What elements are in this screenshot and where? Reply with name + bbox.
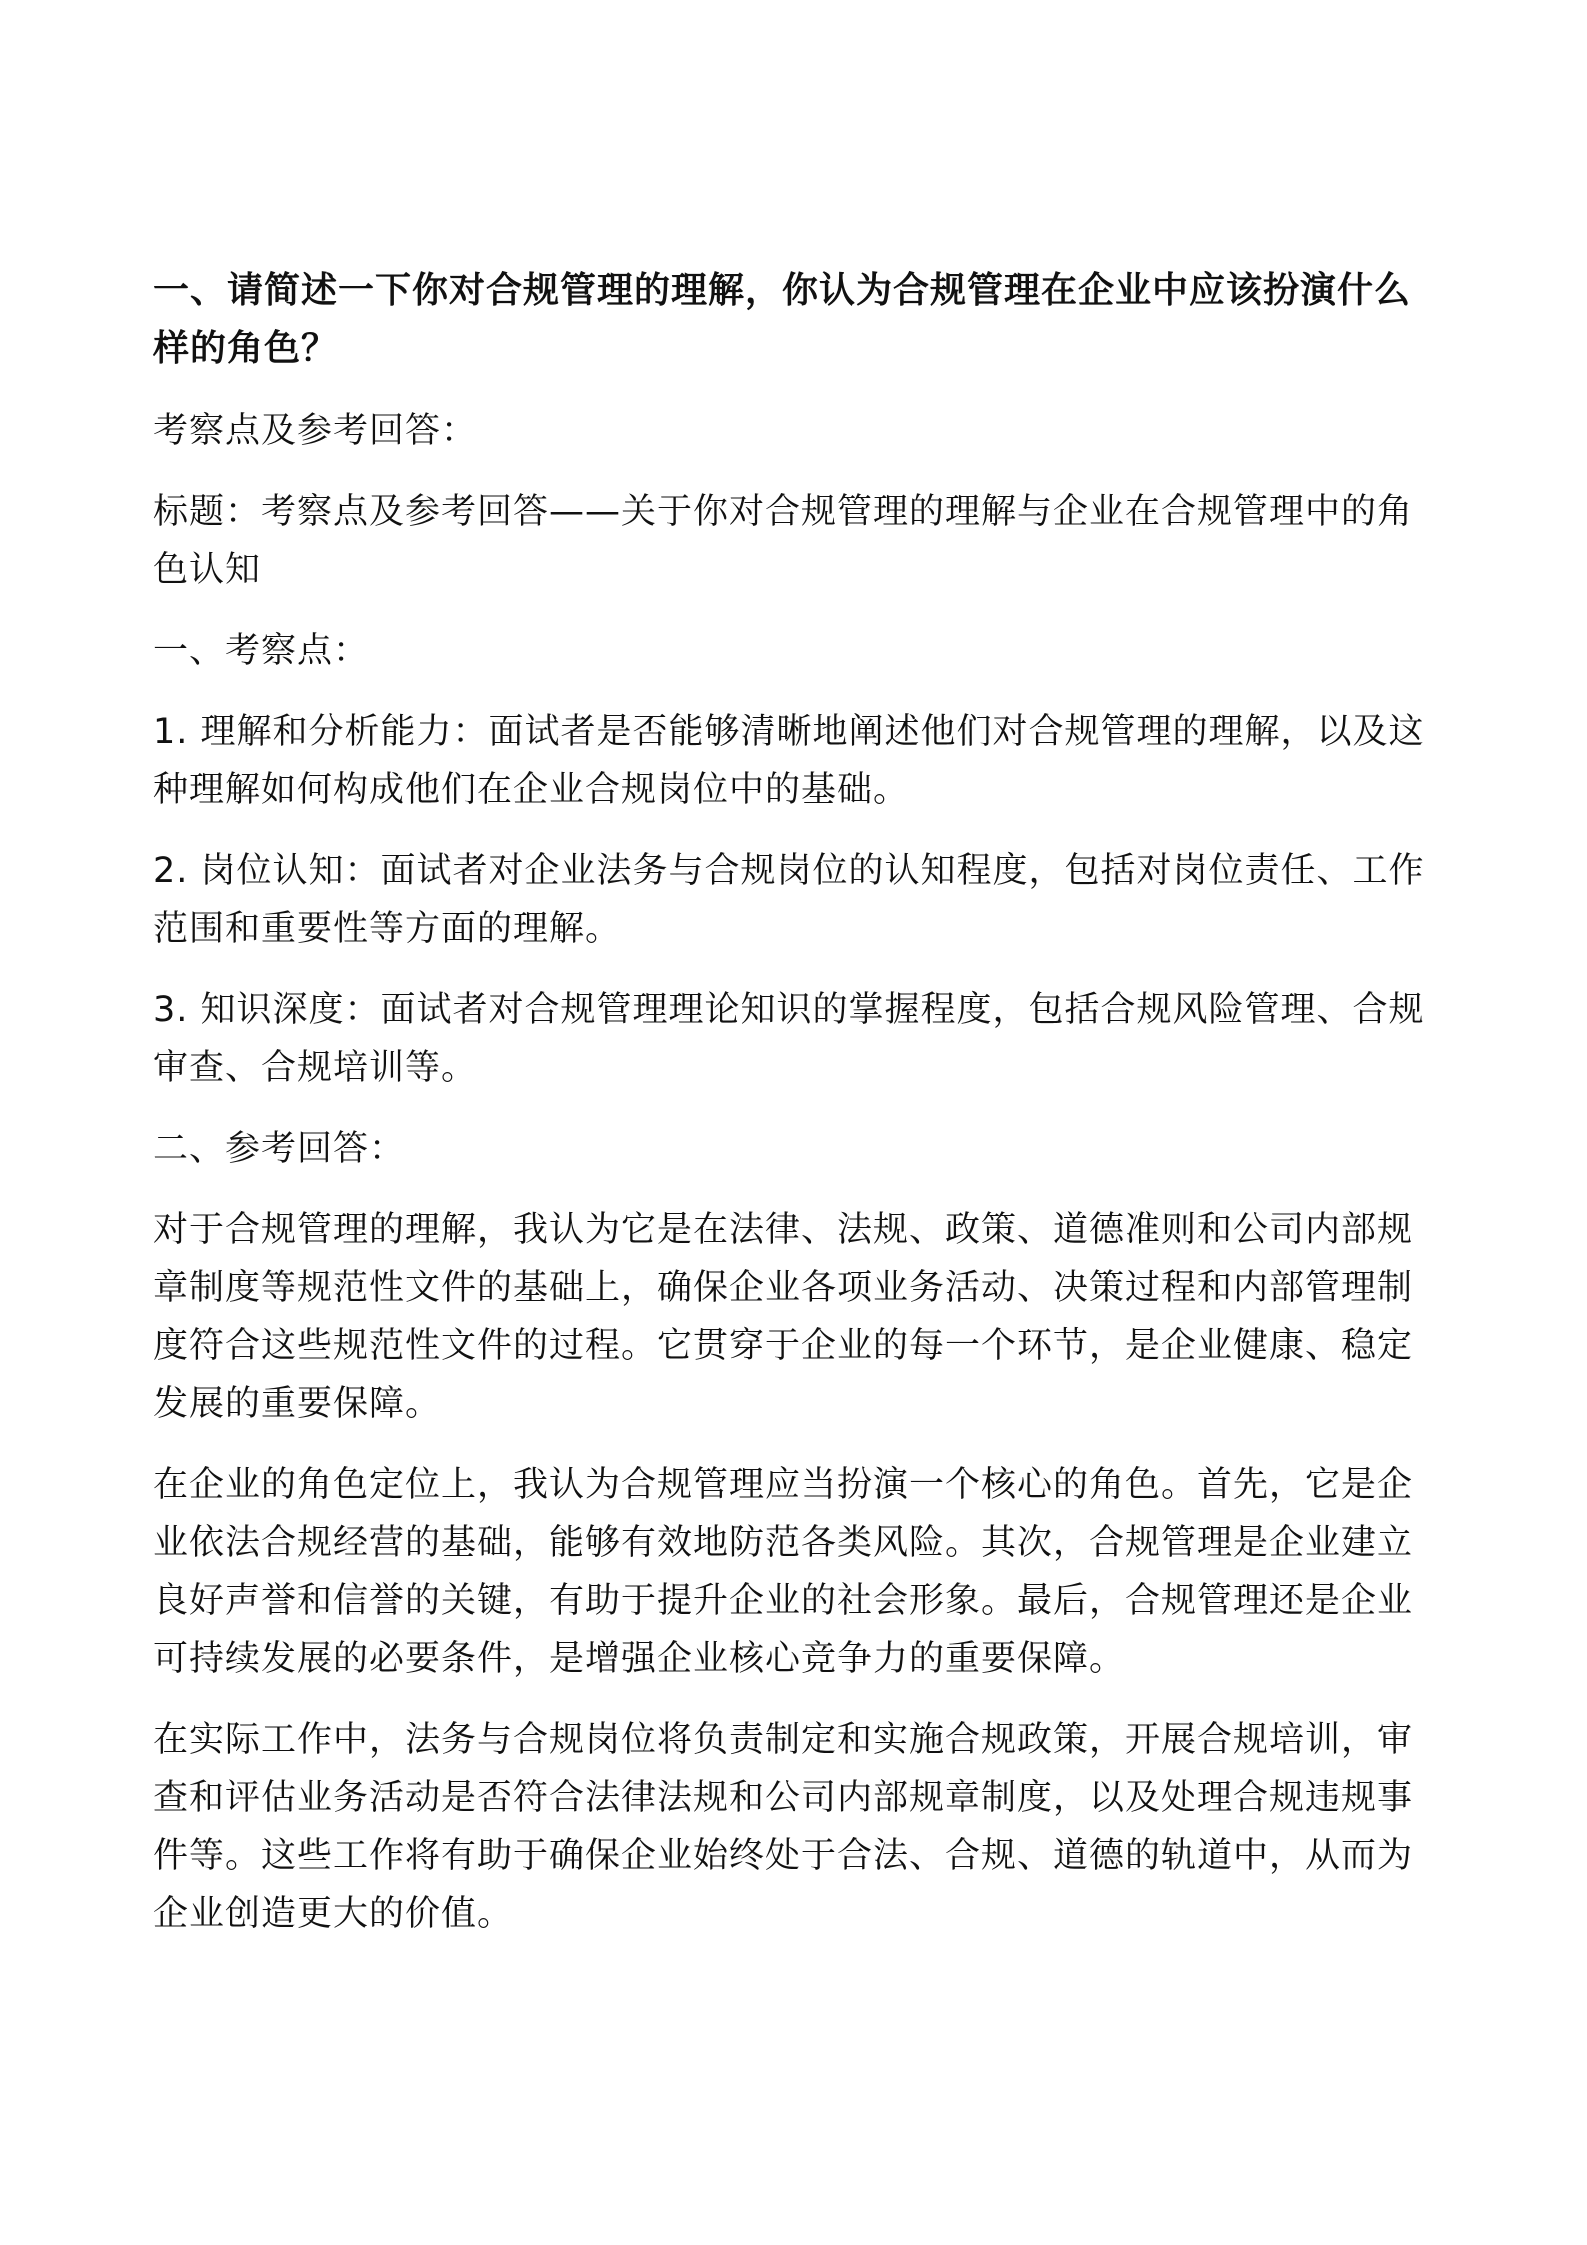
point-item-1: 1. 理解和分析能力：面试者是否能够清晰地阐述他们对合规管理的理解，以及这种理解如何构成他们在企业合规岗位中的基础。: [153, 712, 1425, 810]
answer-paragraph-1: 对于合规管理的理解，我认为它是在法律、法规、政策、道德准则和公司内部规章制度等规范性文件的基础上，确保企业各项业务活动、决策过程和内部管理制度符合这些规范性文件的过程。它贯穿于企业的每一个环节，是企业健康、稳定发展的重要保障。: [153, 1210, 1414, 1424]
answer-paragraph-2: 在企业的角色定位上，我认为合规管理应当扮演一个核心的角色。首先，它是企业依法合规经营的基础，能够有效地防范各类风险。其次，合规管理是企业建立良好声誉和信誉的关键，有助于提升企业的社会形象。最后，合规管理还是企业可持续发展的必要条件，是增强企业核心竞争力的重要保障。: [153, 1465, 1414, 1679]
section-intro: 考察点及参考回答：: [153, 411, 478, 451]
question-heading: 一、请简述一下你对合规管理的理解，你认为合规管理在企业中应该扮演什么样的角色？: [153, 270, 1412, 369]
point-item-3: 3. 知识深度：面试者对合规管理理论知识的掌握程度，包括合规风险管理、合规审查、合规培训等。: [153, 990, 1425, 1088]
section-heading-answer: 二、参考回答：: [153, 1129, 406, 1169]
document-page: [153, 262, 1443, 1966]
answer-paragraph-3: 在实际工作中，法务与合规岗位将负责制定和实施合规政策，开展合规培训，审查和评估业务活动是否符合法律法规和公司内部规章制度，以及处理合规违规事件等。这些工作将有助于确保企业始终处于合法、合规、道德的轨道中，从而为企业创造更大的价值。: [153, 1720, 1414, 1934]
point-item-2: 2. 岗位认知：面试者对企业法务与合规岗位的认知程度，包括对岗位责任、工作范围和重要性等方面的理解。: [153, 851, 1425, 949]
section-heading-points: 一、考察点：: [153, 631, 370, 671]
title-paragraph: 标题：考察点及参考回答——关于你对合规管理的理解与企业在合规管理中的角色认知: [153, 492, 1414, 590]
